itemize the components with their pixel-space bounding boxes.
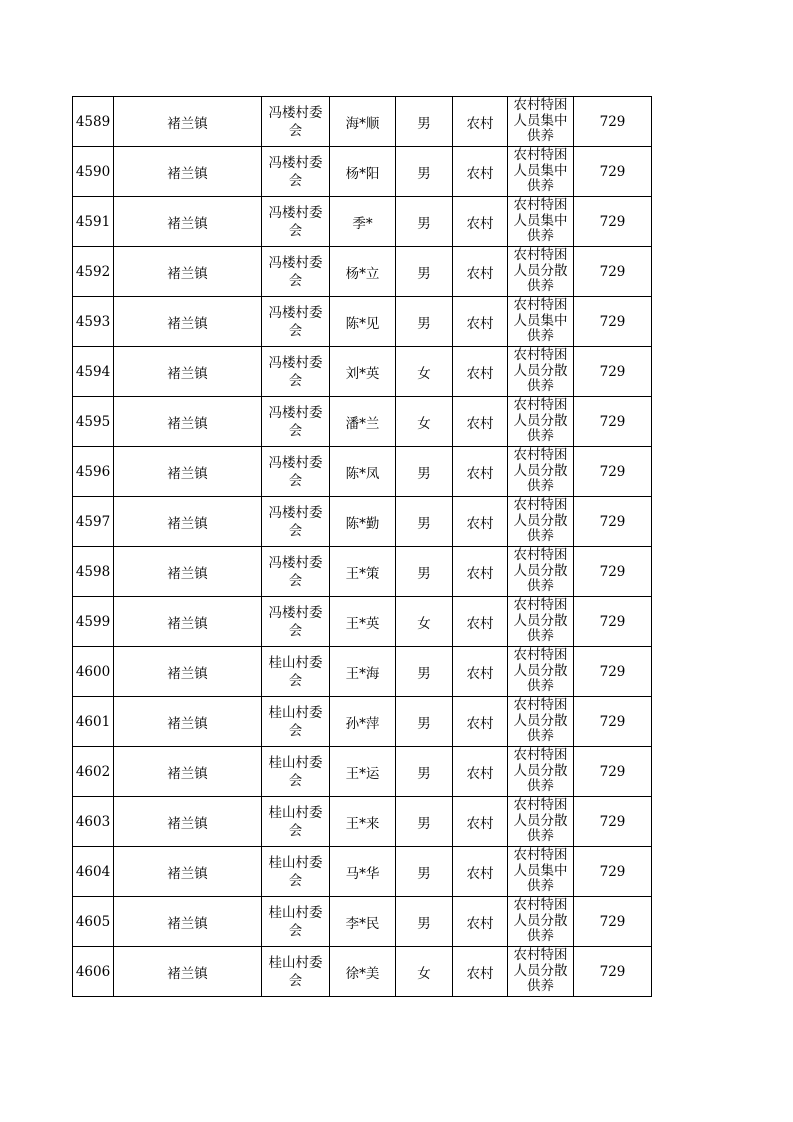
amount-cell: 729 <box>574 897 652 947</box>
town-cell: 褚兰镇 <box>114 747 262 797</box>
table-row <box>73 597 652 647</box>
support-type-cell <box>508 197 574 247</box>
village-line: 桂山村委 <box>268 854 323 871</box>
support-type-cell <box>508 697 574 747</box>
support-type-line: 农村特困 <box>513 147 568 163</box>
gender-cell: 女 <box>396 947 453 997</box>
support-type-line: 农村特困 <box>513 297 568 313</box>
village-line: 冯楼村委 <box>268 554 323 571</box>
support-type-line: 供养 <box>527 128 554 144</box>
gender-cell: 男 <box>396 497 453 547</box>
town-cell: 褚兰镇 <box>114 797 262 847</box>
row-number: 4590 <box>73 147 114 197</box>
support-type-cell <box>508 247 574 297</box>
gender-cell: 男 <box>396 647 453 697</box>
village-cell <box>262 497 330 547</box>
name-cell: 李*民 <box>330 897 396 947</box>
support-type-line: 人员分散 <box>513 562 568 579</box>
support-type-wrap <box>508 947 573 996</box>
support-type-line: 供养 <box>527 978 554 994</box>
village-line: 冯楼村委 <box>268 504 323 521</box>
amount-cell: 729 <box>574 397 652 447</box>
gender-cell: 男 <box>396 847 453 897</box>
support-type-wrap <box>508 197 573 246</box>
village-cell <box>262 847 330 897</box>
amount-cell: 729 <box>574 497 652 547</box>
table-row <box>73 947 652 997</box>
area-cell: 农村 <box>453 747 508 797</box>
village-line: 冯楼村委 <box>268 404 323 421</box>
village-cell <box>262 97 330 147</box>
row-number: 4594 <box>73 347 114 397</box>
support-type-line: 农村特困 <box>513 647 568 663</box>
table-row <box>73 247 652 297</box>
village-cell <box>262 447 330 497</box>
support-type-line: 人员分散 <box>513 812 568 829</box>
village-line: 会 <box>288 872 303 889</box>
village-cell <box>262 897 330 947</box>
name-cell: 陈*见 <box>330 297 396 347</box>
name-cell: 徐*美 <box>330 947 396 997</box>
support-type-line: 供养 <box>527 628 554 644</box>
area-cell: 农村 <box>453 97 508 147</box>
name-cell: 海*顺 <box>330 97 396 147</box>
area-cell: 农村 <box>453 697 508 747</box>
support-type-line: 人员分散 <box>513 262 568 279</box>
support-type-wrap <box>508 697 573 746</box>
table-row <box>73 97 652 147</box>
village-cell <box>262 947 330 997</box>
village-line: 会 <box>288 572 303 589</box>
support-type-line: 供养 <box>527 228 554 244</box>
support-type-wrap <box>508 497 573 546</box>
support-type-wrap <box>508 447 573 496</box>
table-row <box>73 897 652 947</box>
row-number: 4606 <box>73 947 114 997</box>
row-number: 4593 <box>73 297 114 347</box>
area-cell: 农村 <box>453 147 508 197</box>
name-cell: 孙*萍 <box>330 697 396 747</box>
village-line: 桂山村委 <box>268 904 323 921</box>
village-line: 冯楼村委 <box>268 154 323 171</box>
table-row <box>73 447 652 497</box>
area-cell: 农村 <box>453 897 508 947</box>
name-cell: 马*华 <box>330 847 396 897</box>
area-cell: 农村 <box>453 497 508 547</box>
village-cell <box>262 197 330 247</box>
support-type-wrap <box>508 897 573 946</box>
village-line: 会 <box>288 122 303 139</box>
amount-cell: 729 <box>574 97 652 147</box>
amount-cell: 729 <box>574 597 652 647</box>
town-cell: 褚兰镇 <box>114 197 262 247</box>
village-line: 会 <box>288 772 303 789</box>
town-cell: 褚兰镇 <box>114 597 262 647</box>
support-type-cell <box>508 347 574 397</box>
table-row <box>73 697 652 747</box>
support-type-line: 农村特困 <box>513 247 568 263</box>
amount-cell: 729 <box>574 347 652 397</box>
village-line: 冯楼村委 <box>268 354 323 371</box>
gender-cell: 男 <box>396 97 453 147</box>
support-type-line: 人员分散 <box>513 412 568 429</box>
village-line: 会 <box>288 822 303 839</box>
support-type-line: 农村特困 <box>513 597 568 613</box>
name-cell: 王*运 <box>330 747 396 797</box>
table-row <box>73 797 652 847</box>
village-line: 冯楼村委 <box>268 604 323 621</box>
name-cell: 陈*勤 <box>330 497 396 547</box>
support-type-line: 人员集中 <box>513 862 568 879</box>
support-type-cell <box>508 397 574 447</box>
village-cell <box>262 547 330 597</box>
village-line: 会 <box>288 172 303 189</box>
area-cell: 农村 <box>453 647 508 697</box>
amount-cell: 729 <box>574 547 652 597</box>
support-type-line: 人员集中 <box>513 212 568 229</box>
amount-cell: 729 <box>574 847 652 897</box>
village-line: 冯楼村委 <box>268 454 323 471</box>
village-line: 冯楼村委 <box>268 254 323 271</box>
row-number: 4595 <box>73 397 114 447</box>
village-cell <box>262 147 330 197</box>
name-cell: 季* <box>330 197 396 247</box>
village-line: 会 <box>288 522 303 539</box>
support-type-wrap <box>508 747 573 796</box>
table-row <box>73 847 652 897</box>
village-cell <box>262 347 330 397</box>
village-line: 冯楼村委 <box>268 204 323 221</box>
row-number: 4603 <box>73 797 114 847</box>
gender-cell: 男 <box>396 197 453 247</box>
village-line: 会 <box>288 972 303 989</box>
village-line: 桂山村委 <box>268 804 323 821</box>
table-row <box>73 347 652 397</box>
row-number: 4605 <box>73 897 114 947</box>
village-line: 会 <box>288 372 303 389</box>
table-row <box>73 297 652 347</box>
village-line: 会 <box>288 422 303 439</box>
support-type-line: 人员分散 <box>513 662 568 679</box>
village-cell <box>262 247 330 297</box>
support-type-cell <box>508 297 574 347</box>
town-cell: 褚兰镇 <box>114 447 262 497</box>
support-type-wrap <box>508 247 573 296</box>
support-type-line: 人员分散 <box>513 462 568 479</box>
village-line: 会 <box>288 622 303 639</box>
support-type-cell <box>508 497 574 547</box>
name-cell: 王*来 <box>330 797 396 847</box>
table-row <box>73 197 652 247</box>
gender-cell: 男 <box>396 147 453 197</box>
support-type-cell <box>508 147 574 197</box>
table-row <box>73 647 652 697</box>
row-number: 4604 <box>73 847 114 897</box>
town-cell: 褚兰镇 <box>114 97 262 147</box>
row-number: 4592 <box>73 247 114 297</box>
support-type-wrap <box>508 297 573 346</box>
support-type-cell <box>508 847 574 897</box>
support-type-line: 农村特困 <box>513 797 568 813</box>
town-cell: 褚兰镇 <box>114 347 262 397</box>
roster-body <box>73 97 652 997</box>
name-cell: 潘*兰 <box>330 397 396 447</box>
support-type-line: 农村特困 <box>513 747 568 763</box>
amount-cell: 729 <box>574 197 652 247</box>
village-cell <box>262 397 330 447</box>
area-cell: 农村 <box>453 297 508 347</box>
name-cell: 王*策 <box>330 547 396 597</box>
support-type-line: 人员分散 <box>513 712 568 729</box>
village-cell <box>262 697 330 747</box>
support-type-line: 农村特困 <box>513 497 568 513</box>
village-cell <box>262 597 330 647</box>
support-type-line: 人员分散 <box>513 962 568 979</box>
town-cell: 褚兰镇 <box>114 497 262 547</box>
village-line: 桂山村委 <box>268 654 323 671</box>
support-type-wrap <box>508 597 573 646</box>
support-type-line: 人员分散 <box>513 912 568 929</box>
table-row <box>73 147 652 197</box>
table-row <box>73 547 652 597</box>
amount-cell: 729 <box>574 797 652 847</box>
support-type-wrap <box>508 147 573 196</box>
support-type-wrap <box>508 97 573 146</box>
table-row <box>73 747 652 797</box>
row-number: 4600 <box>73 647 114 697</box>
support-type-line: 供养 <box>527 828 554 844</box>
support-type-line: 供养 <box>527 678 554 694</box>
support-type-cell <box>508 947 574 997</box>
village-line: 会 <box>288 272 303 289</box>
town-cell: 褚兰镇 <box>114 297 262 347</box>
support-type-wrap <box>508 797 573 846</box>
row-number: 4589 <box>73 97 114 147</box>
town-cell: 褚兰镇 <box>114 897 262 947</box>
village-line: 会 <box>288 472 303 489</box>
amount-cell: 729 <box>574 297 652 347</box>
town-cell: 褚兰镇 <box>114 697 262 747</box>
support-type-cell <box>508 897 574 947</box>
support-type-cell <box>508 97 574 147</box>
name-cell: 杨*立 <box>330 247 396 297</box>
town-cell: 褚兰镇 <box>114 547 262 597</box>
village-line: 冯楼村委 <box>268 304 323 321</box>
support-type-line: 农村特困 <box>513 697 568 713</box>
gender-cell: 男 <box>396 747 453 797</box>
village-cell <box>262 747 330 797</box>
gender-cell: 男 <box>396 297 453 347</box>
support-type-line: 农村特困 <box>513 347 568 363</box>
town-cell: 褚兰镇 <box>114 147 262 197</box>
row-number: 4597 <box>73 497 114 547</box>
support-type-line: 农村特困 <box>513 547 568 563</box>
name-cell: 王*英 <box>330 597 396 647</box>
name-cell: 王*海 <box>330 647 396 697</box>
village-cell <box>262 647 330 697</box>
town-cell: 褚兰镇 <box>114 247 262 297</box>
village-cell <box>262 797 330 847</box>
gender-cell: 女 <box>396 597 453 647</box>
support-type-line: 供养 <box>527 778 554 794</box>
table-row <box>73 497 652 547</box>
amount-cell: 729 <box>574 447 652 497</box>
support-type-wrap <box>508 547 573 596</box>
area-cell: 农村 <box>453 847 508 897</box>
support-type-cell <box>508 447 574 497</box>
support-type-line: 人员集中 <box>513 162 568 179</box>
village-line: 桂山村委 <box>268 954 323 971</box>
gender-cell: 男 <box>396 697 453 747</box>
support-type-wrap <box>508 847 573 896</box>
name-cell: 刘*英 <box>330 347 396 397</box>
area-cell: 农村 <box>453 597 508 647</box>
gender-cell: 男 <box>396 447 453 497</box>
support-type-wrap <box>508 647 573 696</box>
support-type-line: 供养 <box>527 278 554 294</box>
support-type-wrap <box>508 397 573 446</box>
village-line: 会 <box>288 922 303 939</box>
village-cell <box>262 297 330 347</box>
gender-cell: 女 <box>396 397 453 447</box>
area-cell: 农村 <box>453 197 508 247</box>
row-number: 4598 <box>73 547 114 597</box>
support-type-line: 供养 <box>527 178 554 194</box>
table-row <box>73 397 652 447</box>
support-type-line: 人员分散 <box>513 362 568 379</box>
support-type-line: 供养 <box>527 578 554 594</box>
roster-table <box>72 96 652 997</box>
village-line: 桂山村委 <box>268 754 323 771</box>
amount-cell: 729 <box>574 647 652 697</box>
village-line: 桂山村委 <box>268 704 323 721</box>
gender-cell: 女 <box>396 347 453 397</box>
name-cell: 陈*凤 <box>330 447 396 497</box>
row-number: 4599 <box>73 597 114 647</box>
support-type-line: 供养 <box>527 478 554 494</box>
support-type-line: 人员集中 <box>513 312 568 329</box>
support-type-cell <box>508 797 574 847</box>
village-line: 会 <box>288 322 303 339</box>
support-type-line: 人员集中 <box>513 112 568 129</box>
row-number: 4596 <box>73 447 114 497</box>
support-type-line: 农村特困 <box>513 397 568 413</box>
town-cell: 褚兰镇 <box>114 397 262 447</box>
gender-cell: 男 <box>396 897 453 947</box>
amount-cell: 729 <box>574 247 652 297</box>
support-type-line: 供养 <box>527 928 554 944</box>
village-line: 冯楼村委 <box>268 104 323 121</box>
support-type-line: 农村特困 <box>513 197 568 213</box>
support-type-cell <box>508 547 574 597</box>
row-number: 4602 <box>73 747 114 797</box>
town-cell: 褚兰镇 <box>114 947 262 997</box>
support-type-line: 人员分散 <box>513 512 568 529</box>
row-number: 4601 <box>73 697 114 747</box>
support-type-line: 供养 <box>527 878 554 894</box>
amount-cell: 729 <box>574 947 652 997</box>
support-type-cell <box>508 597 574 647</box>
amount-cell: 729 <box>574 747 652 797</box>
support-type-line: 供养 <box>527 428 554 444</box>
support-type-line: 供养 <box>527 528 554 544</box>
town-cell: 褚兰镇 <box>114 847 262 897</box>
area-cell: 农村 <box>453 247 508 297</box>
support-type-line: 人员分散 <box>513 612 568 629</box>
area-cell: 农村 <box>453 347 508 397</box>
gender-cell: 男 <box>396 247 453 297</box>
support-type-line: 农村特困 <box>513 97 568 113</box>
area-cell: 农村 <box>453 447 508 497</box>
support-type-cell <box>508 647 574 697</box>
support-type-line: 人员分散 <box>513 762 568 779</box>
gender-cell: 男 <box>396 797 453 847</box>
village-line: 会 <box>288 222 303 239</box>
support-type-line: 农村特困 <box>513 897 568 913</box>
name-cell: 杨*阳 <box>330 147 396 197</box>
area-cell: 农村 <box>453 397 508 447</box>
support-type-line: 供养 <box>527 728 554 744</box>
amount-cell: 729 <box>574 147 652 197</box>
support-type-line: 农村特困 <box>513 847 568 863</box>
support-type-line: 供养 <box>527 328 554 344</box>
town-cell: 褚兰镇 <box>114 647 262 697</box>
support-type-line: 农村特困 <box>513 947 568 963</box>
village-line: 会 <box>288 672 303 689</box>
support-type-cell <box>508 747 574 797</box>
area-cell: 农村 <box>453 947 508 997</box>
gender-cell: 男 <box>396 547 453 597</box>
area-cell: 农村 <box>453 797 508 847</box>
area-cell: 农村 <box>453 547 508 597</box>
support-type-wrap <box>508 347 573 396</box>
amount-cell: 729 <box>574 697 652 747</box>
support-type-line: 供养 <box>527 378 554 394</box>
row-number: 4591 <box>73 197 114 247</box>
support-type-line: 农村特困 <box>513 447 568 463</box>
village-line: 会 <box>288 722 303 739</box>
